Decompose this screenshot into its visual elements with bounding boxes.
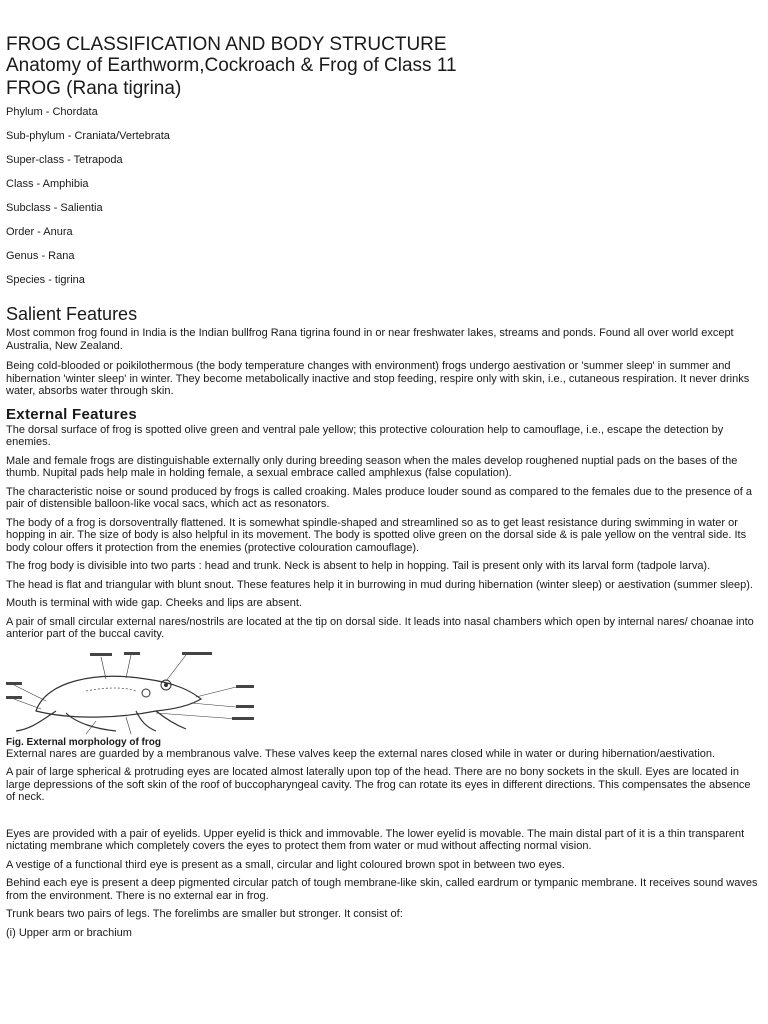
- paragraph: Male and female frogs are distinguishable externally only during breeding season when the males develop roughened nuptial pads on the bases of the thumb. Nupital pads help male in holding female, a sexual embrace called amphlexus (false copulation).: [6, 454, 738, 479]
- frog-heading: FROG (Rana tigrina): [6, 78, 182, 99]
- external-features-heading: External Features: [6, 405, 137, 423]
- paragraph: The frog body is divisible into two parts : head and trunk. Neck is absent to help in hopping. Tail is present only with its larval form (tadpole larva).: [6, 560, 711, 572]
- paragraph: The head is flat and triangular with blunt snout. These features help it in burrowing in mud during hibernation (winter sleep) or aestivation (summer sleep).: [6, 578, 753, 591]
- paragraph: Being cold-blooded or poikilothermous (the body temperature changes with environment) frogs undergo aestivation or 'summer sleep' in summer and hibernation 'winter sleep' in winter. They become metabolically inactive and stop feeding, respire only with skin, i.e., cutaneous respiration. It never drinks water, absorbs water through skin.: [6, 360, 750, 397]
- paragraph: A vestige of a functional third eye is present as a small, circular and light coloured brown spot in between two eyes.: [6, 858, 565, 871]
- paragraph: (i) Upper arm or brachium: [6, 926, 132, 939]
- paragraph: A pair of large spherical & protruding eyes are located almost laterally upon top of the head. There are no bony sockets in the skull. Eyes are located in large depressions of the soft skin of the roof of buccopharyngeal cavity. The frog can rotate its eyes in different directions. This compensates the absence of neck.: [6, 766, 751, 803]
- classification-item: Genus - Rana: [6, 250, 75, 262]
- classification-item: Subclass - Salientia: [6, 202, 103, 214]
- paragraph: The body of a frog is dorsoventrally flattened. It is somewhat spindle-shaped and streamlined so as to get least resistance during swimming in water or hopping in air. The size of body is also helpful in its movement. The body is spotted olive green on the dorsal side & is pale yellow on the ventral side. Its body colour offers it protection from the enemies (protective colouration camouflage).: [6, 516, 747, 554]
- document-subtitle: Anatomy of Earthworm,Cockroach & Frog of Class 11: [6, 55, 457, 76]
- paragraph: Eyes are provided with a pair of eyelids. Upper eyelid is thick and immovable. The lower eyelid is movable. The main distal part of it is a thin transparent nictating membrane which completely covers the eyes to protect them from water or mud without affecting normal vision.: [6, 827, 745, 852]
- classification-item: Super-class - Tetrapoda: [6, 154, 123, 166]
- document-title: FROG CLASSIFICATION AND BODY STRUCTURE: [6, 34, 447, 55]
- paragraph: Most common frog found in India is the Indian bullfrog Rana tigrina found in or near freshwater lakes, streams and ponds. Found all over world except Australia, New Zealand.: [6, 327, 734, 352]
- classification-item: Order - Anura: [6, 226, 73, 238]
- paragraph: The dorsal surface of frog is spotted olive green and ventral pale yellow; this protective colouration help to camouflage, i.e., escape the detection by enemies.: [6, 423, 724, 448]
- classification-item: Class - Amphibia: [6, 178, 89, 190]
- paragraph: The characteristic noise or sound produced by frogs is called croaking. Males produce louder sound as compared to the females due to the presence of a pair of distensible balloon-like vocal sacs, which act as resonators.: [6, 485, 752, 510]
- classification-list: [6, 106, 762, 298]
- classification-item: Sub-phylum - Craniata/Vertebrata: [6, 130, 170, 142]
- figure-caption: Fig. External morphology of frog: [6, 736, 161, 748]
- frog-figure: [6, 647, 762, 735]
- classification-item: Phylum - Chordata: [6, 106, 98, 118]
- paragraph: A pair of small circular external nares/nostrils are located at the tip on dorsal side. It leads into nasal chambers which open by internal nares/ choanae into anterior part of the buccal cavity.: [6, 615, 754, 640]
- salient-features-heading: Salient Features: [6, 304, 138, 324]
- spacer: [6, 810, 762, 828]
- paragraph: Mouth is terminal with wide gap. Cheeks and lips are absent.: [6, 597, 302, 609]
- classification-item: Species - tigrina: [6, 274, 85, 286]
- paragraph: External nares are guarded by a membranous valve. These valves keep the external nares closed while in water or during hibernation/aestivation.: [6, 747, 716, 760]
- paragraph: Behind each eye is present a deep pigmented circular patch of tough membrane-like skin, called eardrum or tympanic membrane. It receives sound waves from the environment. There is no external ear in frog.: [6, 877, 758, 902]
- paragraph: Trunk bears two pairs of legs. The forelimbs are smaller but stronger. It consist of:: [6, 908, 403, 920]
- frog-morphology-illustration: [6, 651, 256, 735]
